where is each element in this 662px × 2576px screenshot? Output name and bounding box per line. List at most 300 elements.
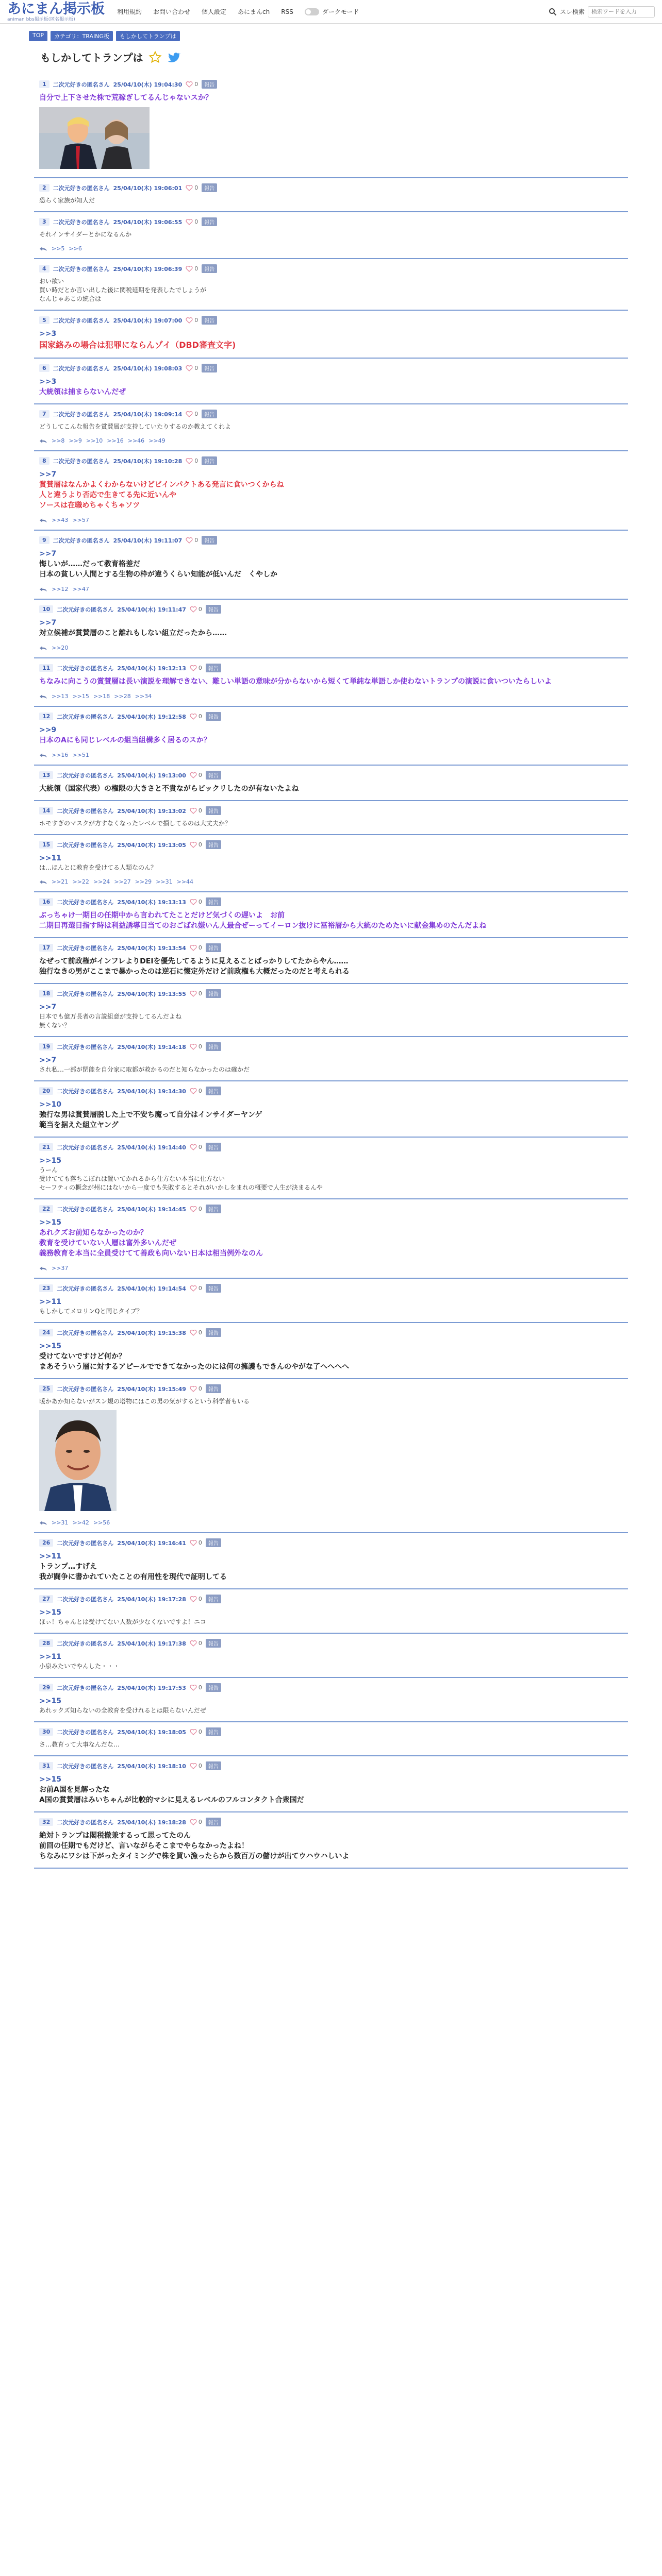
post-number[interactable]: 27 [39,1595,53,1603]
like-button[interactable] [190,665,202,671]
report-button[interactable]: 報告 [206,806,221,815]
post-text: 国家絡みの場合は犯罪にならんゾイ（DBD審査文字) [39,340,236,350]
like-count: 0 [198,606,202,613]
like-button[interactable] [186,537,198,544]
poster-name: 二次元好きの匿名さん [57,807,114,815]
heart-icon[interactable] [190,1044,197,1050]
post-text: 賞賛層はなんかよくわからないけどビインパクトある発言に食いつくからね [39,481,284,489]
post-body [39,1055,623,1074]
poster-name: 二次元好きの匿名さん [57,1088,114,1095]
post-header [39,1087,623,1095]
like-count: 0 [198,1596,202,1602]
post-number[interactable]: 32 [39,1818,53,1826]
report-button[interactable]: 報告 [202,217,217,226]
heart-icon[interactable] [190,1819,197,1825]
poster-name: 二次元好きの匿名さん [57,944,114,952]
heart-icon[interactable] [186,411,193,417]
reply-link[interactable]: >>16 [107,437,124,444]
post-text: 義務教育を本当に全員受けてて善政も向いない日本は相当例外なのん [39,1249,263,1258]
post-21 [34,1138,628,1199]
poster-name: 二次元好きの匿名さん [57,1819,114,1826]
heart-icon[interactable] [190,1729,197,1735]
post-body [39,956,623,977]
report-button[interactable]: 報告 [206,1042,221,1051]
reply-link[interactable]: >>18 [93,693,110,700]
post-number[interactable]: 9 [39,536,49,544]
twitter-bird-icon[interactable] [167,50,180,64]
post-body [39,853,623,872]
like-button[interactable] [190,1285,202,1292]
poster-name: 二次元好きの匿名さん [57,1539,114,1547]
poster-name: 二次元好きの匿名さん [57,1043,114,1050]
post-text: それインサイダーとかになるんか [39,231,132,238]
post-header [39,897,623,906]
reply-link[interactable]: >>27 [114,878,131,885]
favorite-star-icon[interactable] [148,50,162,64]
post-text: 無くない？ [39,1022,71,1029]
report-button[interactable]: 報告 [206,1761,221,1770]
report-button[interactable]: 報告 [202,316,217,325]
report-button[interactable]: 報告 [206,664,221,672]
post-number[interactable]: 28 [39,1639,53,1647]
nav-settings[interactable]: 個人設定 [202,8,227,15]
reply-link[interactable]: >>24 [93,878,110,885]
report-button[interactable]: 報告 [206,943,221,952]
post-5 [34,311,628,359]
report-button[interactable]: 報告 [206,1143,221,1151]
post-number[interactable]: 30 [39,1728,53,1736]
post-text: 日本の貧しい人間とする生物の枠が違うくらい知能が低いんだ くやしか [39,570,277,579]
reply-link[interactable]: >>37 [52,1265,69,1272]
anchor-link[interactable]: >>11 [39,1298,61,1306]
reply-link[interactable]: >>12 [52,586,69,592]
report-button[interactable]: 報告 [206,1639,221,1648]
post-number[interactable]: 7 [39,410,49,418]
post-text: ちなみにワシは下がったタイミングで株を買い漁ったらから数百万の儲けが出てウハウハしいよ [39,1852,350,1860]
post-number[interactable]: 3 [39,218,49,226]
like-button[interactable] [186,457,198,464]
anchor-link[interactable]: >>15 [39,1157,61,1165]
reply-arrow-icon [39,879,47,885]
anchor-link[interactable]: >>7 [39,550,57,558]
nav-rss[interactable]: RSS [281,8,293,15]
reply-arrow-icon [39,587,47,592]
like-button[interactable] [190,899,202,905]
post-text: どうしてこんな報告を賞賛層が支持していたりするのか教えてくれよ [39,423,231,430]
post-text: あれクズお前知らなかったのか？ [39,1229,147,1237]
dark-mode-label: ダークモード [322,8,359,15]
post-body [39,329,623,351]
report-button[interactable]: 報告 [206,1538,221,1547]
reply-link[interactable]: >>34 [135,693,152,700]
report-button[interactable]: 報告 [206,1328,221,1337]
anchor-link[interactable]: >>15 [39,1342,61,1350]
post-text: なんじゃあこの統合は [39,295,102,302]
heart-icon[interactable] [186,365,193,371]
post-number[interactable]: 31 [39,1762,53,1770]
report-button[interactable]: 報告 [202,264,217,273]
post-image[interactable] [39,1410,623,1513]
breadcrumb-top[interactable]: TOP [29,31,47,41]
post-date: 25/04/10(木) 19:07:00 [113,317,183,324]
search-icon[interactable] [549,8,557,16]
post-header [39,605,623,614]
report-button[interactable]: 報告 [206,1595,221,1603]
post-number[interactable]: 29 [39,1684,53,1691]
heart-icon[interactable] [186,266,193,272]
post-9 [34,531,628,600]
post-text: ホモすぎのマスクが方すなくなったレベルで損してるのは大丈夫か？ [39,820,231,827]
anchor-link[interactable]: >>3 [39,378,57,386]
report-button[interactable]: 報告 [206,1205,221,1213]
like-button[interactable] [190,1329,202,1336]
heart-icon[interactable] [190,808,197,814]
reply-list [39,878,623,885]
heart-icon[interactable] [190,1596,197,1602]
heart-icon[interactable] [190,1763,197,1769]
like-count: 0 [194,457,198,464]
post-number[interactable]: 25 [39,1385,53,1393]
report-button[interactable]: 報告 [206,1087,221,1095]
report-button[interactable]: 報告 [206,1284,221,1293]
post-8 [34,451,628,531]
post-header [39,80,623,89]
post-header [39,712,623,721]
poster-name: 二次元好きの匿名さん [57,713,114,720]
post-number[interactable]: 13 [39,771,53,779]
main-nav [117,7,359,16]
anchor-link[interactable]: >>7 [39,619,57,627]
report-button[interactable]: 報告 [206,989,221,998]
post-header [39,217,623,226]
heart-icon[interactable] [190,945,197,951]
breadcrumb-thread[interactable]: もしかしてトランプは [116,31,180,41]
heart-icon[interactable] [186,81,193,88]
post-text: 独行なきの男がここまで暴かったのは逆石に懐定外だけど前政権も大概だったのだと考えられる [39,968,350,976]
post-date: 25/04/10(木) 19:06:01 [113,184,183,192]
reply-link[interactable]: >>57 [72,517,89,523]
anchor-link[interactable]: >>11 [39,1653,61,1661]
reply-link[interactable]: >>6 [69,245,82,252]
heart-icon[interactable] [190,899,197,905]
like-button[interactable] [190,1539,202,1546]
post-date: 25/04/10(木) 19:18:10 [117,1762,186,1770]
post-number[interactable]: 6 [39,364,49,372]
post-date: 25/04/10(木) 19:13:02 [117,807,186,815]
post-number[interactable]: 19 [39,1043,53,1050]
post-text: は…ほんとに教育を受けてる人類なのん？ [39,864,157,871]
like-button[interactable] [190,1762,202,1769]
post-number[interactable]: 8 [39,457,49,465]
reply-link[interactable]: >>9 [69,437,82,444]
report-button[interactable]: 報告 [202,536,217,545]
report-button[interactable]: 報告 [206,897,221,906]
like-button[interactable] [190,1819,202,1825]
post-number[interactable]: 12 [39,713,53,720]
anchor-link[interactable]: >>15 [39,1775,61,1784]
report-button[interactable]: 報告 [202,183,217,192]
post-17 [34,938,628,984]
post-date: 25/04/10(木) 19:17:38 [117,1640,186,1647]
like-button[interactable] [190,772,202,778]
nav-animan-ch[interactable]: あにまんch [238,8,270,15]
poster-name: 二次元好きの匿名さん [57,1640,114,1647]
heart-icon[interactable] [190,1144,197,1150]
heart-icon[interactable] [190,842,197,848]
like-button[interactable] [190,1728,202,1735]
like-button[interactable] [190,841,202,848]
reply-link[interactable]: >>20 [52,645,69,651]
post-number[interactable]: 18 [39,990,53,997]
site-header [0,0,662,24]
anchor-link[interactable]: >>9 [39,726,57,734]
reply-link[interactable]: >>43 [52,517,69,523]
like-button[interactable] [190,990,202,997]
heart-icon[interactable] [190,1640,197,1647]
logo-text[interactable]: あにまん掲示板 [7,1,105,17]
reply-link[interactable]: >>13 [52,693,69,700]
poster-name: 二次元好きの匿名さん [57,1206,114,1213]
post-text: まあそういう層に対するアピールでできてなかったのには何の擁護もできんのやがな了へへへへ [39,1363,350,1371]
reply-arrow-icon [39,518,47,523]
anchor-link[interactable]: >>11 [39,854,61,862]
post-text: 人と違うより否応で生きてる先に近いんや [39,491,176,499]
post-body [39,1341,623,1372]
search-input[interactable] [588,6,655,18]
post-number[interactable]: 1 [39,80,49,88]
post-body [39,230,623,239]
post-text: され私…一部が閉能を自分家に取都が救かるのだと知らなかったのは確かだ [39,1066,250,1073]
like-button[interactable] [190,807,202,814]
anchor-link[interactable]: >>15 [39,1697,61,1705]
heart-icon[interactable] [186,537,193,544]
like-button[interactable] [190,1206,202,1212]
reply-list [39,645,623,651]
like-count: 0 [198,1684,202,1691]
heart-icon[interactable] [186,219,193,225]
anchor-link[interactable]: >>3 [39,330,57,338]
post-number[interactable]: 11 [39,664,53,672]
report-button[interactable]: 報告 [206,840,221,849]
like-button[interactable] [190,944,202,951]
post-date: 25/04/10(木) 19:14:18 [117,1043,186,1050]
reply-link[interactable]: >>29 [135,878,152,885]
heart-icon[interactable] [186,317,193,324]
reply-list [39,752,623,758]
reply-link[interactable]: >>49 [148,437,166,444]
reply-link[interactable]: >>31 [156,878,173,885]
post-text: セーフティの概念が州にはないから一度でも失敗するとそれがいかしをまれの概要で人生が決まるんや [39,1184,323,1191]
post-number[interactable]: 15 [39,841,53,849]
like-count: 0 [198,1206,202,1212]
logo-subtitle: animan bbs掲示板(匿名掲示板) [7,16,75,22]
report-button[interactable]: 報告 [206,1683,221,1692]
heart-icon[interactable] [190,772,197,778]
like-button[interactable] [190,1088,202,1094]
post-date: 25/04/10(木) 19:06:39 [113,265,183,273]
reply-arrow-icon [39,1266,47,1271]
anchor-link[interactable]: >>7 [39,1003,57,1011]
post-number[interactable]: 21 [39,1143,53,1151]
reply-link[interactable]: >>21 [52,878,69,885]
post-text: 受けてても落ちこぼれは置いてかれるから仕方ない本当に仕方ない [39,1175,225,1182]
anchor-link[interactable]: >>7 [39,470,57,479]
post-body [39,618,623,638]
reply-link[interactable]: >>46 [127,437,145,444]
like-count: 0 [198,1043,202,1050]
anchor-link[interactable]: >>11 [39,1552,61,1561]
reply-arrow-icon [39,646,47,651]
like-button[interactable] [186,218,198,225]
post-image-graphic [39,1410,117,1511]
like-count: 0 [198,1385,202,1392]
reply-link[interactable]: >>47 [72,586,89,592]
heart-icon[interactable] [190,991,197,997]
like-button[interactable] [186,184,198,191]
reply-list [39,1519,623,1526]
breadcrumb-category[interactable]: カテゴリ：TRAING板 [51,31,113,41]
post-text: ほぃ！ちゃんとは受けてない人数が少なくないですよ！ニコ [39,1618,207,1625]
report-button[interactable]: 報告 [202,456,217,465]
report-button[interactable]: 報告 [206,605,221,614]
report-button[interactable]: 報告 [206,1384,221,1393]
heart-icon[interactable] [190,606,197,613]
report-button[interactable]: 報告 [202,364,217,372]
post-31 [34,1756,628,1812]
nav-contact[interactable]: お問い合わせ [153,8,191,15]
heart-icon[interactable] [186,185,193,191]
post-number[interactable]: 23 [39,1284,53,1292]
like-count: 0 [198,1329,202,1336]
reply-link[interactable]: >>56 [93,1519,110,1526]
like-button[interactable] [190,713,202,720]
heart-icon[interactable] [190,1540,197,1546]
post-image[interactable] [39,107,623,171]
post-number[interactable]: 14 [39,807,53,815]
post-body [39,1740,623,1749]
post-number[interactable]: 24 [39,1329,53,1336]
report-button[interactable]: 報告 [202,410,217,418]
like-button[interactable] [186,317,198,324]
post-date: 25/04/10(木) 19:14:40 [117,1144,186,1151]
post-number[interactable]: 17 [39,944,53,952]
anchor-link[interactable]: >>10 [39,1100,61,1109]
dark-mode-toggle[interactable] [305,7,359,16]
like-button[interactable] [190,1385,202,1392]
post-date: 25/04/10(木) 19:13:55 [117,990,186,997]
like-count: 0 [194,218,198,225]
reply-link[interactable]: >>44 [176,878,194,885]
anchor-link[interactable]: >>7 [39,1056,57,1064]
post-19 [34,1037,628,1081]
report-button[interactable]: 報告 [206,1727,221,1736]
heart-icon[interactable] [190,1330,197,1336]
post-header [39,410,623,418]
reply-link[interactable]: >>31 [52,1519,69,1526]
post-body [39,1652,623,1671]
reply-link[interactable]: >>16 [52,752,69,758]
post-header [39,943,623,952]
post-number[interactable]: 26 [39,1539,53,1547]
like-count: 0 [198,1285,202,1292]
post-number[interactable]: 20 [39,1087,53,1095]
like-button[interactable] [190,1684,202,1691]
heart-icon[interactable] [190,1088,197,1094]
post-number[interactable]: 2 [39,184,49,192]
like-button[interactable] [186,365,198,371]
like-button[interactable] [190,1043,202,1050]
like-button[interactable] [190,1640,202,1647]
report-button[interactable]: 報告 [202,80,217,89]
nav-terms[interactable]: 利用規約 [117,8,142,15]
toggle-switch[interactable] [305,8,319,15]
reply-link[interactable]: >>8 [52,437,65,444]
post-header [39,664,623,672]
like-count: 0 [198,807,202,814]
like-count: 0 [198,1144,202,1150]
post-number[interactable]: 16 [39,898,53,906]
heart-icon[interactable] [186,458,193,464]
post-number[interactable]: 10 [39,605,53,613]
post-text: 買い時だとか言い出した後に関税延期を発表したでしょうが [39,286,207,294]
post-body [39,1099,623,1130]
reply-arrow-icon [39,246,47,251]
report-button[interactable]: 報告 [206,771,221,779]
like-button[interactable] [190,1144,202,1150]
post-number[interactable]: 5 [39,316,49,324]
like-button[interactable] [186,265,198,272]
reply-link[interactable]: >>5 [52,245,65,252]
heart-icon[interactable] [190,1285,197,1292]
post-body [39,676,623,687]
reply-link[interactable]: >>15 [72,693,89,700]
reply-link[interactable]: >>42 [72,1519,89,1526]
anchor-link[interactable]: >>15 [39,1218,61,1227]
post-header [39,1328,623,1337]
post-25 [34,1379,628,1533]
anchor-link[interactable]: >>15 [39,1608,61,1617]
heart-icon[interactable] [190,665,197,671]
report-button[interactable]: 報告 [206,1818,221,1826]
poster-name: 二次元好きの匿名さん [53,265,110,273]
report-button[interactable]: 報告 [206,712,221,721]
heart-icon[interactable] [190,1386,197,1392]
logo[interactable] [7,2,105,22]
post-number[interactable]: 22 [39,1205,53,1213]
post-header [39,1595,623,1603]
post-text: 日本でも億万長者の言説組意が支持してるんだよね [39,1013,182,1020]
heart-icon[interactable] [190,1685,197,1691]
post-date: 25/04/10(木) 19:13:13 [117,899,186,906]
reply-link[interactable]: >>28 [114,693,131,700]
poster-name: 二次元好きの匿名さん [57,1684,114,1691]
post-text: ちなみに向こうの賞賛層は長い演説を理解できない、難しい単語の意味が分からないから短くて単純な単語しか使わないトランプの演説に食いついたらしいよ [39,677,552,686]
post-body [39,1696,623,1715]
heart-icon[interactable] [190,714,197,720]
like-button[interactable] [186,411,198,417]
post-body [39,819,623,828]
like-button[interactable] [190,606,202,613]
like-button[interactable] [190,1596,202,1602]
heart-icon[interactable] [190,1206,197,1212]
post-date: 25/04/10(木) 19:17:53 [117,1684,186,1691]
reply-link[interactable]: >>10 [86,437,103,444]
post-body [39,469,623,511]
post-number[interactable]: 4 [39,265,49,273]
reply-link[interactable]: >>51 [72,752,89,758]
reply-link[interactable]: >>22 [72,878,89,885]
like-button[interactable] [186,81,198,88]
